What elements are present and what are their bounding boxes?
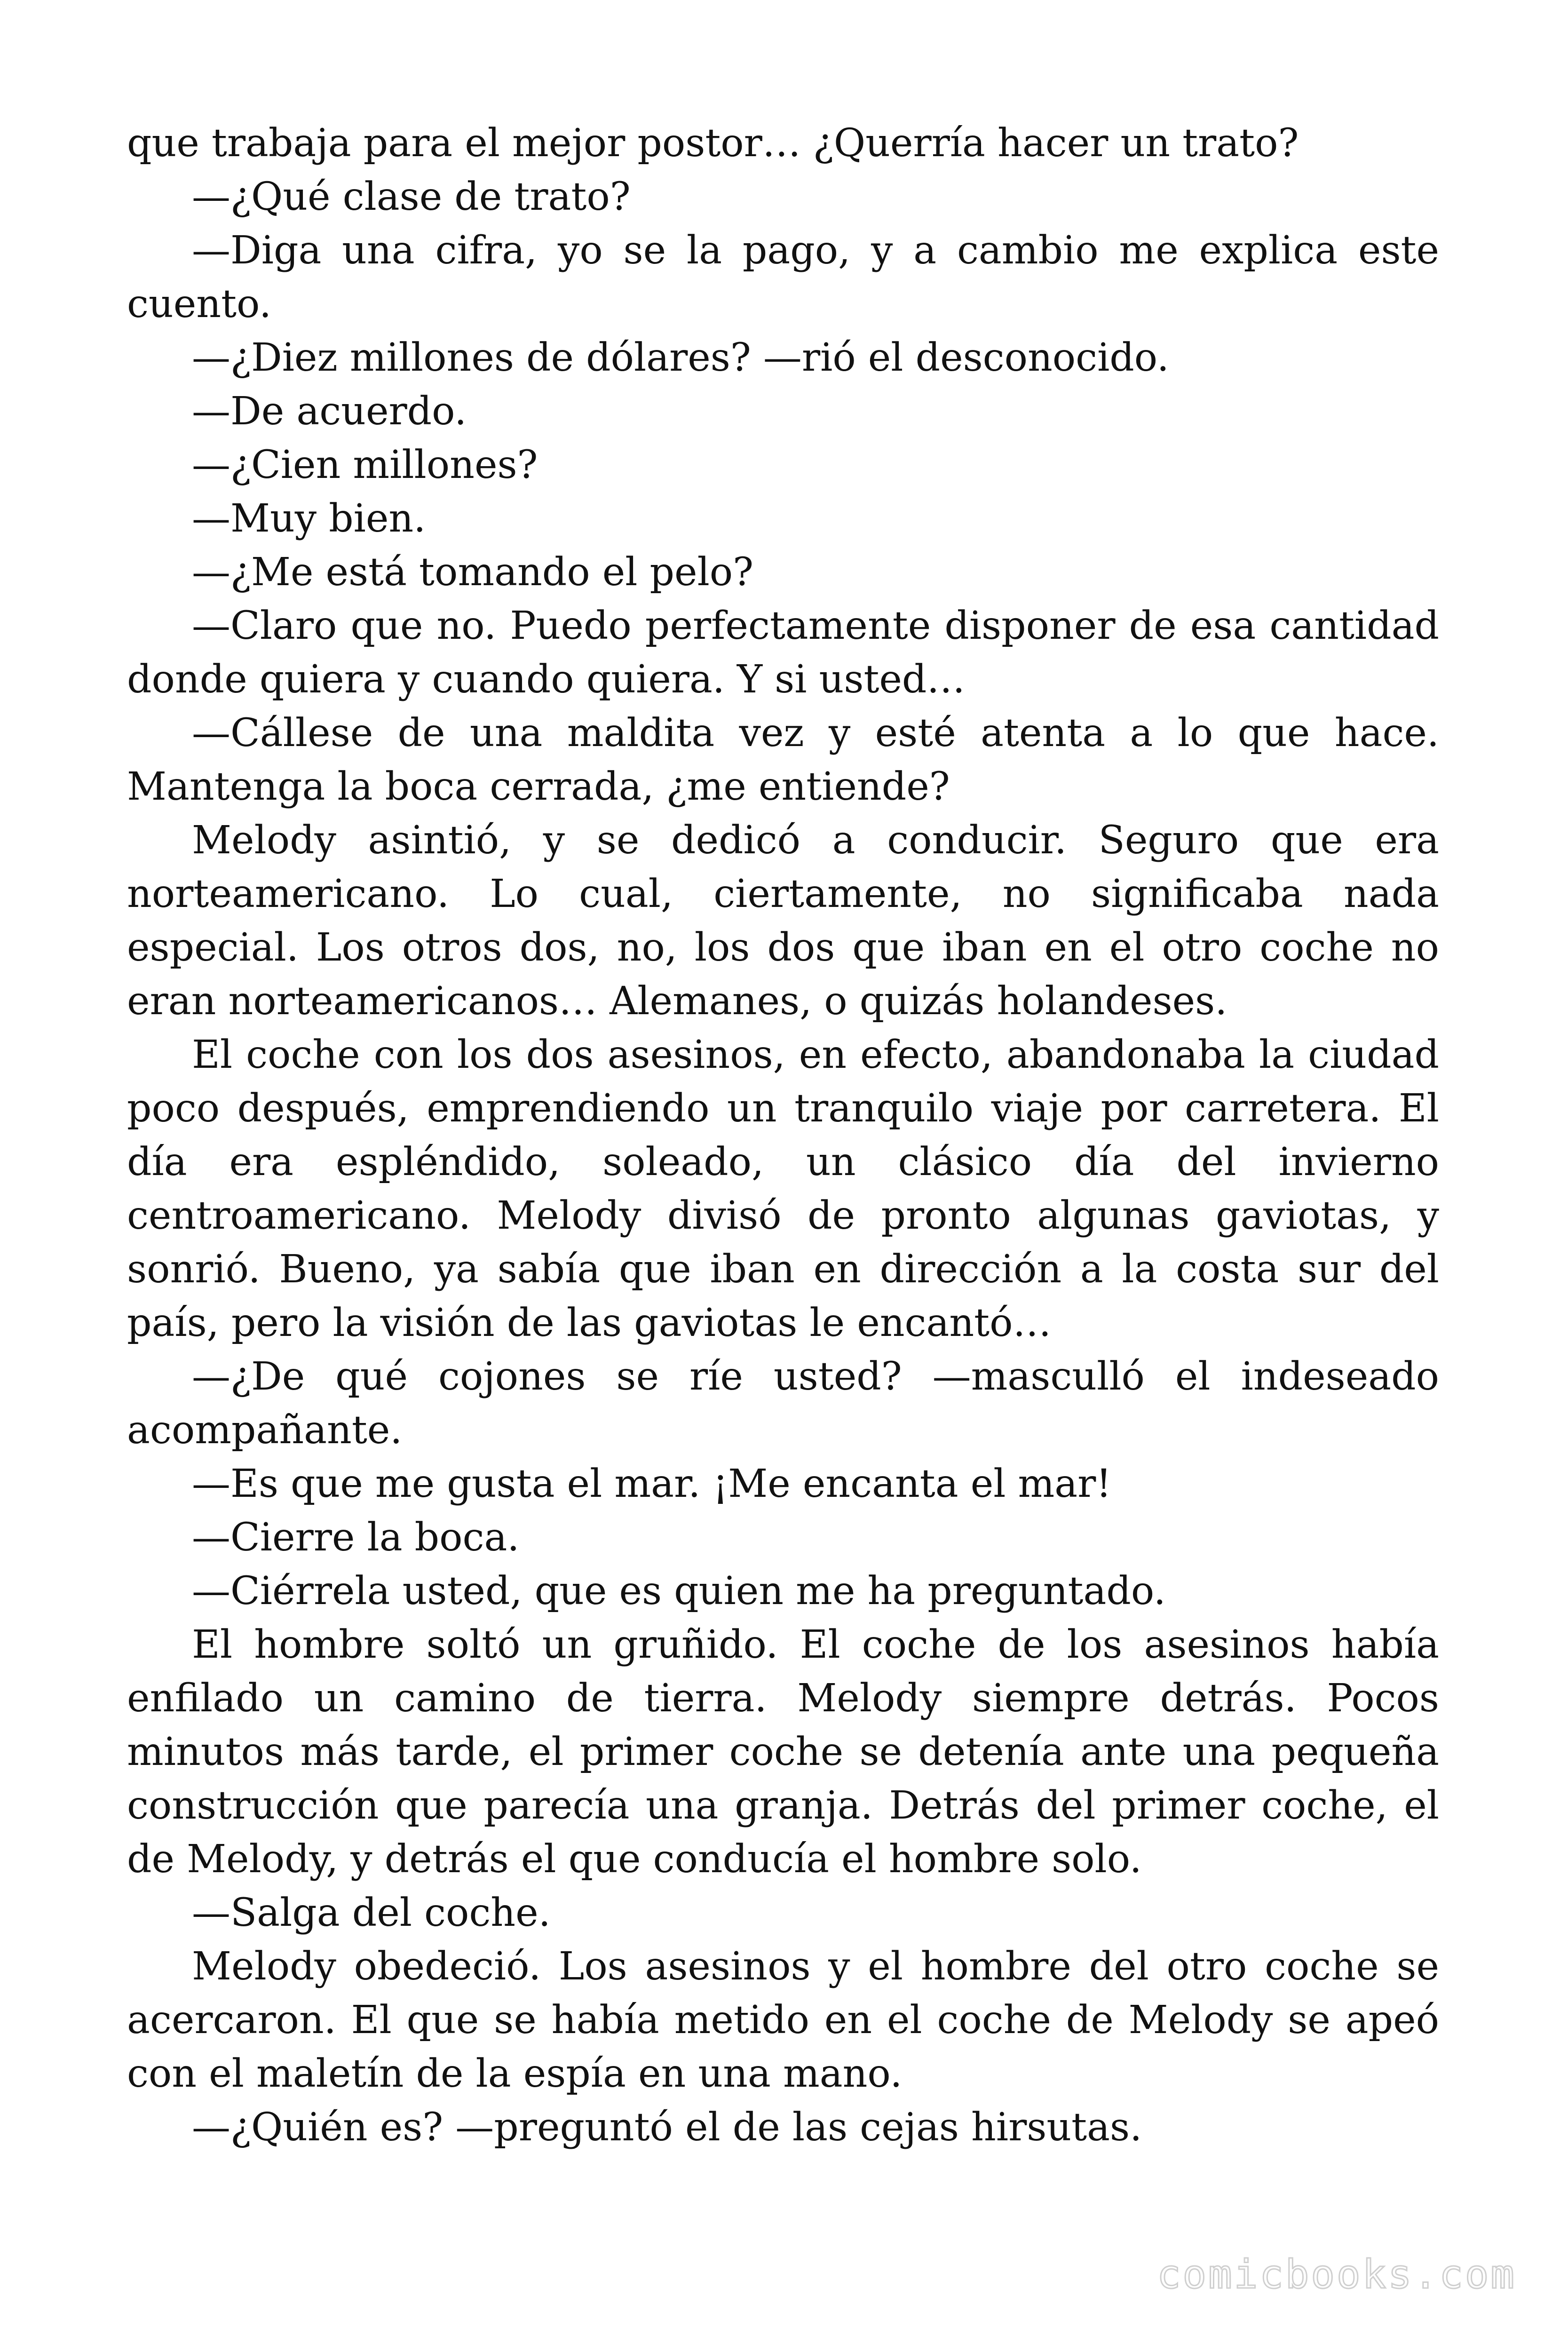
paragraph: —Es que me gusta el mar. ¡Me encanta el mar! xyxy=(192,1462,1112,1506)
paragraph: Melody obedeció. Los asesinos y el hombre del otro coche se acercaron. El que se había metido en el coche de Melody se apeó con el maletín de la espía en una mano. xyxy=(127,1944,1439,2096)
paragraph: —Salga del coche. xyxy=(192,1891,551,1935)
paragraph: —¿De qué cojones se ríe usted? —masculló el indeseado acompañante. xyxy=(127,1354,1439,1453)
paragraph: —¿Me está tomando el pelo? xyxy=(192,550,754,595)
paragraph: El coche con los dos asesinos, en efecto, abandonaba la ciudad poco después, emprendiendo un tranquilo viaje por carretera. El día era espléndido, soleado, un clásico día del invierno centroamericano. Melody divisó de pronto algunas gaviotas, y sonrió. Bueno, ya sabía que iban en dirección a la costa sur del país, pero la visión de las gaviotas le encantó… xyxy=(127,1033,1439,1345)
paragraph: —¿Qué clase de trato? xyxy=(192,175,631,219)
watermark: comicbooks.com xyxy=(1156,2251,1516,2297)
paragraph: —Cállese de una maldita vez y esté atenta a lo que hace. Mantenga la boca cerrada, ¿me entiende? xyxy=(127,711,1439,809)
paragraph: —¿Diez millones de dólares? —rió el desconocido. xyxy=(192,335,1169,380)
paragraph: —Ciérrela usted, que es quien me ha preguntado. xyxy=(192,1569,1166,1613)
paragraph: —Cierre la boca. xyxy=(192,1515,520,1560)
paragraph: El hombre soltó un gruñido. El coche de los asesinos había enfilado un camino de tierra. Melody siempre detrás. Pocos minutos más tarde, el primer coche se detenía ante una pequeña construcción que parecía una granja. Detrás del primer coche, el de Melody, y detrás el que conducía el hombre solo. xyxy=(127,1622,1439,1882)
paragraph: —De acuerdo. xyxy=(192,389,467,434)
body-text xyxy=(127,117,1439,2154)
paragraph: que trabaja para el mejor postor… ¿Querría hacer un trato? xyxy=(127,121,1299,166)
paragraph: —Claro que no. Puedo perfectamente disponer de esa cantidad donde quiera y cuando quiera. Y si usted… xyxy=(127,604,1439,702)
paragraph: —¿Quién es? —preguntó el de las cejas hirsutas. xyxy=(192,2105,1142,2150)
paragraph: —Muy bien. xyxy=(192,496,426,541)
paragraph: —Diga una cifra, yo se la pago, y a cambio me explica este cuento. xyxy=(127,228,1439,326)
paragraph: Melody asintió, y se dedicó a conducir. Seguro que era norteamericano. Lo cual, ciertamente, no significaba nada especial. Los otros dos, no, los dos que iban en el otro coche no eran norteamericanos… Alemanes, o quizás holandeses. xyxy=(127,818,1439,1024)
paragraph: —¿Cien millones? xyxy=(192,443,538,487)
